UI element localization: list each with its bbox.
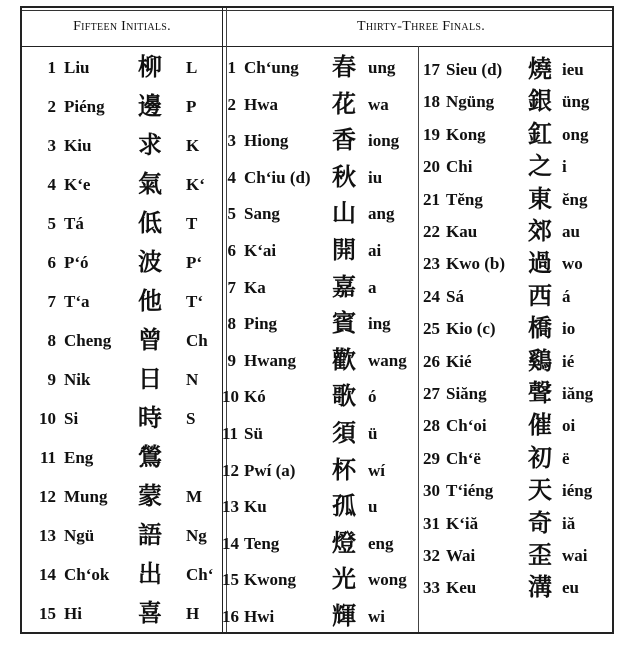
chinese-character: 鷄 xyxy=(528,346,552,375)
romanization: Kié xyxy=(446,351,472,371)
row-number: 4 xyxy=(47,175,56,194)
sound-code: ing xyxy=(368,314,391,334)
sound-code: ang xyxy=(368,204,395,224)
chinese-character: 光 xyxy=(332,565,356,594)
row-number: 20 xyxy=(423,157,440,177)
row-number: 2 xyxy=(227,94,236,114)
row-number: 23 xyxy=(423,254,440,274)
chinese-character: 孤 xyxy=(332,492,356,521)
chinese-character: 溝 xyxy=(528,573,552,602)
romanization: Teng xyxy=(244,533,280,553)
row-number: 27 xyxy=(423,384,440,403)
row-number: 26 xyxy=(423,351,440,371)
chinese-character: 低 xyxy=(138,209,162,237)
chinese-character: 奇 xyxy=(528,508,552,537)
romanization: K‘e xyxy=(64,175,91,194)
romanization: Eng xyxy=(64,448,94,467)
sound-code: au xyxy=(562,222,580,241)
sound-code: ung xyxy=(368,58,396,77)
romanization: Ch‘iu (d) xyxy=(244,167,311,187)
chinese-character: 蒙 xyxy=(138,482,162,510)
row-number: 14 xyxy=(222,533,239,553)
sound-code: P‘ xyxy=(186,253,203,272)
sound-code: á xyxy=(562,286,571,306)
row-number: 6 xyxy=(47,253,56,272)
sound-code: H xyxy=(186,604,200,623)
chinese-character: 燒 xyxy=(528,55,552,83)
chinese-character: 東 xyxy=(528,184,552,213)
row-number: 9 xyxy=(227,350,236,370)
chinese-character: 釭 xyxy=(528,119,552,148)
row-number: 30 xyxy=(423,481,440,501)
romanization: Ku xyxy=(244,497,267,517)
row-number: 8 xyxy=(47,331,56,350)
top-rule xyxy=(22,10,612,11)
romanization: Kwo (b) xyxy=(446,254,506,274)
romanization: Ka xyxy=(244,277,266,297)
header-rule xyxy=(22,46,612,47)
chinese-character: 初 xyxy=(528,443,552,472)
romanization: Ch‘ok xyxy=(64,565,110,584)
romanization: Liu xyxy=(64,58,90,77)
romanization: Pwí (a) xyxy=(244,460,296,480)
romanization: Mung xyxy=(64,487,108,506)
row-number: 18 xyxy=(423,92,440,112)
row-number: 13 xyxy=(39,526,56,545)
sound-code: wí xyxy=(368,460,385,480)
chinese-character: 輝 xyxy=(332,602,356,630)
sound-code: wa xyxy=(368,94,389,114)
row-number: 11 xyxy=(222,424,239,443)
romanization: Cheng xyxy=(64,331,112,350)
chinese-character: 鶯 xyxy=(138,443,162,471)
sound-code: K‘ xyxy=(186,175,205,194)
romanization: Tĕng xyxy=(446,189,483,209)
sound-code: L xyxy=(186,58,198,77)
row-number: 4 xyxy=(227,167,236,187)
sound-code: Ng xyxy=(186,526,207,545)
row-number: 6 xyxy=(227,241,236,260)
row-number: 9 xyxy=(47,370,56,389)
sound-code: üng xyxy=(562,92,590,112)
row-number: 25 xyxy=(423,319,440,339)
chinese-character: 波 xyxy=(138,248,162,276)
chinese-character: 曾 xyxy=(138,326,162,354)
row-number: 10 xyxy=(39,409,56,428)
row-number: 32 xyxy=(423,546,440,565)
chinese-character: 邊 xyxy=(138,92,162,120)
chinese-character: 柳 xyxy=(138,53,162,81)
sound-code: iong xyxy=(368,131,400,151)
row-number: 11 xyxy=(39,448,56,467)
sound-code: ai xyxy=(368,241,382,260)
row-number: 2 xyxy=(47,97,56,116)
row-number: 28 xyxy=(423,416,440,436)
sound-code: eng xyxy=(368,533,394,553)
sound-code: i xyxy=(562,157,567,177)
row-number: 15 xyxy=(39,604,56,623)
romanization: Kau xyxy=(446,222,478,241)
sound-code: wang xyxy=(368,350,407,370)
sound-code: oi xyxy=(562,416,576,436)
romanization: T‘iéng xyxy=(446,481,494,501)
row-number: 31 xyxy=(423,513,440,533)
table-frame xyxy=(20,6,614,634)
romanization: Keu xyxy=(446,578,477,598)
romanization: Sá xyxy=(446,286,464,306)
row-number: 22 xyxy=(423,222,440,241)
chinese-character: 山 xyxy=(332,199,356,228)
romanization: K‘ai xyxy=(244,241,277,260)
sound-code: wi xyxy=(368,607,385,626)
sound-code: a xyxy=(368,277,377,297)
romanization: Ch‘ung xyxy=(244,58,299,77)
sound-code: Ch xyxy=(186,331,208,350)
sound-code: T‘ xyxy=(186,292,203,311)
row-number: 12 xyxy=(39,487,56,506)
row-number: 16 xyxy=(222,607,239,626)
sound-code: iă xyxy=(562,513,576,533)
initials-heading: Fifteen Initials. xyxy=(73,19,171,34)
row-number: 8 xyxy=(227,314,236,334)
row-number: 5 xyxy=(227,204,236,224)
romanization: Ngü xyxy=(64,526,95,545)
chinese-character: 天 xyxy=(528,476,552,505)
romanization: Kio (c) xyxy=(446,319,496,339)
chinese-character: 之 xyxy=(528,152,552,181)
chinese-character: 出 xyxy=(138,560,162,588)
row-number: 3 xyxy=(47,136,56,155)
row-number: 21 xyxy=(423,189,440,209)
chinese-character: 歪 xyxy=(528,541,552,569)
romanization: Wai xyxy=(446,546,476,565)
sound-code: iu xyxy=(368,167,383,187)
romanization: Kó xyxy=(244,387,266,407)
row-number: 10 xyxy=(222,387,239,407)
romanization: K‘iă xyxy=(446,513,479,533)
chinese-character: 燈 xyxy=(332,528,356,557)
chinese-character: 語 xyxy=(138,521,162,549)
sound-code: wong xyxy=(368,570,407,590)
chinese-character: 歌 xyxy=(332,382,356,411)
chinese-character: 銀 xyxy=(528,87,552,116)
chinese-character: 賓 xyxy=(332,309,356,338)
romanization: Ngüng xyxy=(446,92,495,112)
row-number: 15 xyxy=(222,570,239,590)
row-number: 7 xyxy=(227,277,236,297)
chinese-character: 開 xyxy=(332,236,356,264)
sound-code: K xyxy=(186,136,200,155)
chinese-character: 氣 xyxy=(138,170,162,198)
romanization: Hwa xyxy=(244,94,278,114)
chinese-character: 時 xyxy=(138,404,162,432)
romanization: Kiu xyxy=(64,136,92,155)
sound-code: wai xyxy=(562,546,588,565)
column-divider-finals xyxy=(418,46,419,632)
romanization: Ch‘oi xyxy=(446,416,487,436)
chinese-character: 日 xyxy=(138,365,162,393)
chinese-character: 杯 xyxy=(332,455,356,484)
sound-code: S xyxy=(186,409,196,428)
sound-code: eu xyxy=(562,578,579,598)
sound-code: M xyxy=(186,487,203,506)
chinese-character: 聲 xyxy=(528,379,552,407)
romanization: Ping xyxy=(244,314,278,334)
romanization: Chi xyxy=(446,157,473,177)
sound-code: T xyxy=(186,214,198,233)
romanization: Kong xyxy=(446,124,486,144)
sound-code: iăng xyxy=(562,384,594,403)
chinese-character: 春 xyxy=(332,53,356,81)
romanization: Hi xyxy=(64,604,82,623)
row-number: 24 xyxy=(423,286,440,306)
romanization: Sieu (d) xyxy=(446,60,503,79)
sound-code: iéng xyxy=(562,481,593,501)
row-number: 17 xyxy=(423,60,440,79)
row-number: 19 xyxy=(423,124,440,144)
row-number: 1 xyxy=(227,58,236,77)
chinese-character: 花 xyxy=(332,89,356,118)
row-number: 14 xyxy=(39,565,56,584)
sound-code: ó xyxy=(368,387,377,407)
row-number: 29 xyxy=(423,448,440,468)
romanization: Tá xyxy=(64,214,84,233)
romanization: Siăng xyxy=(446,384,487,403)
chinese-character: 過 xyxy=(528,249,552,278)
sound-code: Ch‘ xyxy=(186,565,214,584)
romanization: Sü xyxy=(244,424,263,443)
sound-code: ieu xyxy=(562,60,584,79)
romanization: Hiong xyxy=(244,131,289,151)
chinese-character: 郊 xyxy=(528,217,552,245)
chinese-character: 他 xyxy=(138,287,162,315)
row-number: 3 xyxy=(227,131,236,151)
sound-code: ë xyxy=(562,448,570,468)
sound-code: wo xyxy=(562,254,583,274)
sound-code: ĕng xyxy=(562,189,588,209)
row-number: 5 xyxy=(47,214,56,233)
finals-heading: Thirty-Three Finals. xyxy=(356,19,486,34)
sound-code: io xyxy=(562,319,576,339)
row-number: 13 xyxy=(222,497,239,517)
sound-code: ong xyxy=(562,124,589,144)
romanization: Nik xyxy=(64,370,91,389)
row-number: 12 xyxy=(222,460,239,480)
chinese-character: 求 xyxy=(138,131,162,159)
sound-code: N xyxy=(186,370,199,389)
chinese-character: 橋 xyxy=(528,314,552,343)
romanization: T‘a xyxy=(64,292,90,311)
romanization: Sang xyxy=(244,204,280,224)
chinese-character: 秋 xyxy=(332,162,356,191)
romanization: Si xyxy=(64,409,79,428)
chinese-character: 須 xyxy=(332,419,356,447)
romanization: Piéng xyxy=(64,97,105,116)
sound-code: P xyxy=(186,97,197,116)
chinese-character: 西 xyxy=(528,281,552,310)
sound-code: ü xyxy=(368,424,378,443)
chinese-character: 催 xyxy=(528,411,552,440)
romanization: Hwang xyxy=(244,350,296,370)
chinese-character: 嘉 xyxy=(332,272,356,301)
chinese-character: 喜 xyxy=(138,599,162,627)
romanization: P‘ó xyxy=(64,253,89,272)
romanization: Kwong xyxy=(244,570,296,590)
row-number: 33 xyxy=(423,578,440,598)
row-number: 1 xyxy=(47,58,56,77)
row-number: 7 xyxy=(47,292,56,311)
sound-code: ié xyxy=(562,351,575,371)
romanization: Hwi xyxy=(244,607,275,626)
sound-code: u xyxy=(368,497,378,517)
chinese-character: 歡 xyxy=(332,345,356,374)
chinese-character: 香 xyxy=(332,126,356,155)
romanization: Ch‘ë xyxy=(446,448,481,468)
